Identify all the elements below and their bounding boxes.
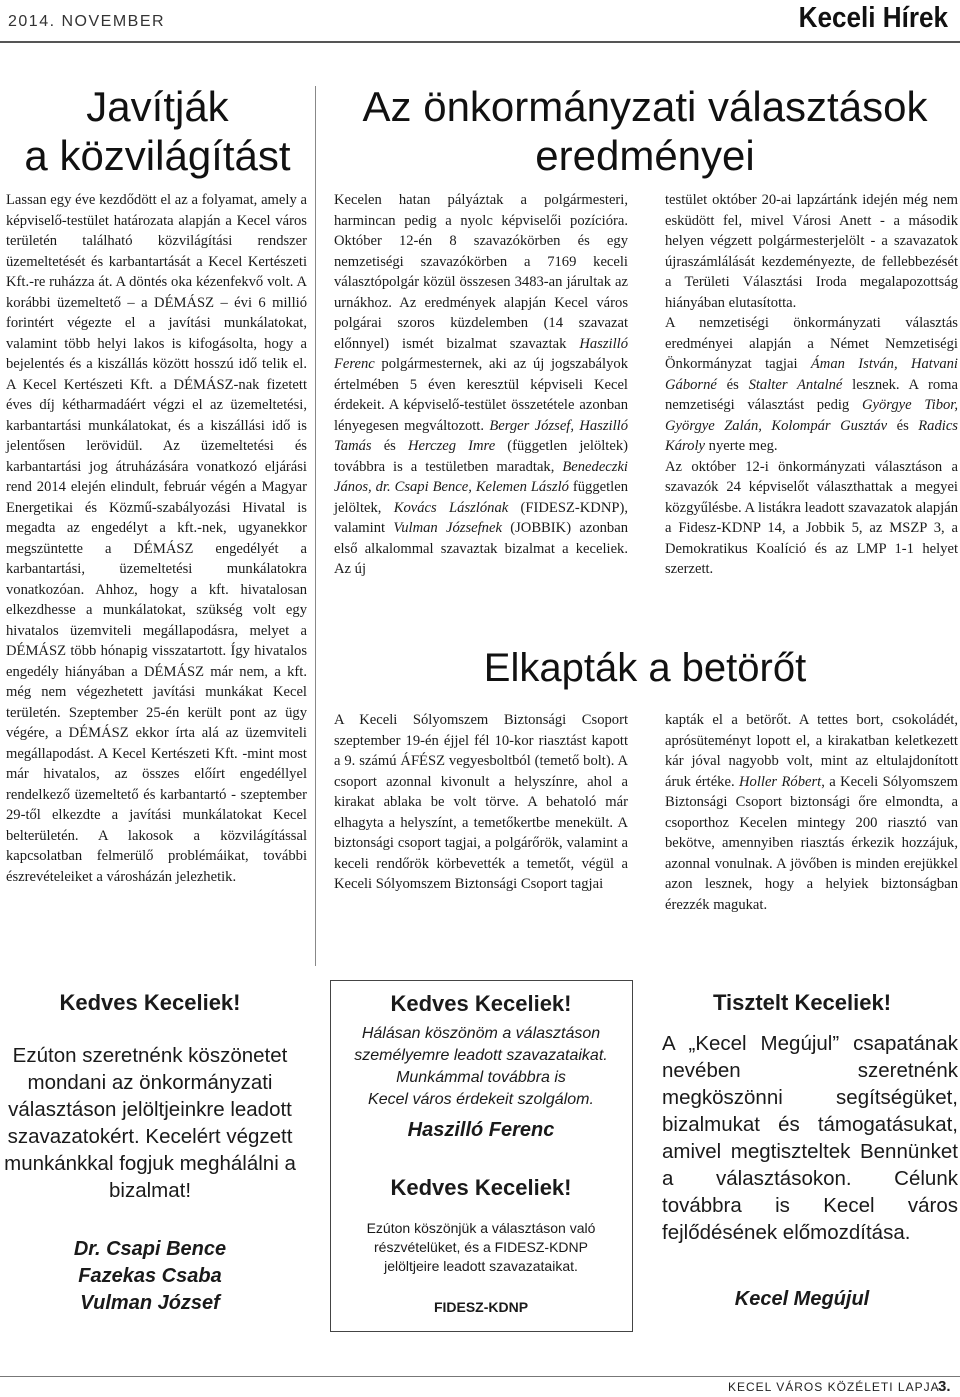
- election-col2-text-run: testület október 20-ai lapzártánk idején még nem esküdött fel, mivel Városi Anett - a második helyen végzett polgármesterjelölt - a szavazatok újraszámlálását kezdeményezte, de fellebbezését a Területi Választási Iroda megalapozottság hiányában elutasította.: [665, 192, 958, 311]
- election-col1-text-run: Kovács Lászlónak: [393, 499, 509, 516]
- ad2-title-2: Kedves Keceliek!: [390, 1175, 572, 1200]
- footer-text: KECEL VÁROS KÖZÉLETI LAPJA: [728, 1380, 940, 1394]
- election-col2-text-run: lesznek. A roma nemzetiségi választást pedig: [665, 376, 958, 413]
- ad3-signature: Kecel Megújul: [734, 1288, 870, 1310]
- election-col2-text-run: Györgye Tibor, Györgye Zalán, Kolompár Gusztáv: [665, 397, 959, 434]
- ad1-signature-line3: Vulman József: [80, 1292, 220, 1314]
- election-col2-text-run: Stalter Antalné: [748, 376, 843, 393]
- election-col2-text-run: és: [887, 417, 919, 434]
- election-col1-text-run: független jelöltek,: [334, 479, 628, 516]
- ad1-text: Ezúton szeretnénk köszönetet mondani az önkormányzati választáson jelöltjeinkre leadott szavazatokért. Kecelért végzett munkánkkal fogjuk meghálálni a bizalmat!: [4, 1044, 296, 1202]
- burglar-col2-text-run: kapták el a betörőt. A tettes bort, csokoládét, aprósüteményt lopott el, a kirakatban keletkezett kár jóval nagyobb volt, mint az eltulajdonított áruk értéke.: [665, 712, 958, 790]
- election-title-line1: Az önkormányzati választások: [362, 83, 928, 130]
- footer-rule: [0, 1376, 960, 1377]
- ad2-signature-2: FIDESZ-KDNP: [433, 1299, 529, 1315]
- article-title-election-results: [330, 82, 960, 180]
- ad1-signature-line2: Fazekas Csaba: [78, 1265, 222, 1287]
- article-title-burglar: Elkapták a betörőt: [483, 646, 807, 690]
- ad-box-thanks-1: [0, 980, 312, 1332]
- ad2-text2-line1: Ezúton köszönjük a választáson való: [366, 1220, 596, 1236]
- election-col2-text-run: Áman István, Hatvani Gáborné: [665, 356, 958, 393]
- election-col1-text-run: Herczeg Imre: [407, 438, 496, 454]
- election-col1-text-run: Benedeczki János, dr. Csapi Bence, Kelemen László: [334, 458, 628, 495]
- election-col2-text-run: és: [716, 376, 749, 393]
- footer-page-number: 3.: [938, 1378, 951, 1395]
- election-col1-text-run: (FIDESZ-KDNP), valamint: [334, 499, 628, 536]
- election-col2-text-run: Az október 12-i önkormányzati választáson a szavazók 24 képviselőt választhattak a megyei közgyűlésbe. A listákra leadott szavazatok alapján a Fidesz-KDNP 14, a Jobbik 5, az MSZP 3, a Demokratikus Koalíció és az LMP 1-1 helyet szerzett.: [665, 458, 958, 577]
- election-col2-text-run: A nemzetiségi önkormányzati választás eredményei alapján a Német Nemzetiségi Önkormányzat tagjai: [665, 315, 958, 372]
- ad3-text: A „Kecel Megújul” csapatának nevében szeretnénk megköszönni segítségüket, bizalmukat és támogatásukat, amivel megtiszteltek Bennünket a választásokon. Célunk továbbra is Kecel város fejlődésének előmozdítása.: [662, 1032, 958, 1244]
- ad-box-thanks-2: [330, 980, 633, 1332]
- election-col1-text-run: (független jelöltek) továbbra is a testületben maradtak,: [334, 438, 628, 475]
- election-column-2: [665, 190, 958, 580]
- header-rule: [0, 41, 960, 43]
- article-title-street-lighting: [0, 82, 315, 180]
- election-col2-text-run: Radics Károly: [665, 417, 958, 454]
- ad-box-thanks-3: [652, 980, 960, 1332]
- election-col1-text-run: Berger József, Haszilló Tamás: [334, 417, 628, 454]
- ad1-title: Kedves Keceliek!: [59, 990, 241, 1015]
- election-col1-text-run: és: [371, 438, 408, 454]
- election-col1-text-run: (JOBBIK) azonban első alkalommal szavaztak bizalmat a keceliek. Az új: [334, 520, 628, 577]
- election-col1-text-run: polgármesternek, aki az új jogszabályok értelmében 5 éven keresztül képviseli Kecel érdekeit. A képviselő-testület összetétele azonban lényegesen megváltozott.: [334, 356, 628, 434]
- burglar-col2-text-run: Holler Róbert: [739, 773, 822, 790]
- ad2-text2-line2: részvételüket, és a FIDESZ-KDNP: [374, 1239, 588, 1255]
- ad1-signature: [0, 1236, 300, 1317]
- ad2-text-line2: személyemre leadott szavazataikat.: [354, 1047, 608, 1064]
- article-title-line1: Javítják: [86, 83, 229, 130]
- ad2-text-line3: Munkámmal továbbra is: [396, 1069, 566, 1086]
- election-col2-text-run: nyerte meg.: [705, 438, 778, 454]
- ad2-text-2: [331, 1219, 631, 1276]
- election-col1-text-run: Haszilló Ferenc: [334, 335, 628, 372]
- burglar-col2-text-run: , a Keceli Sólyomszem Biztonsági Csoport biztonsági őre elmondta, a csoporthoz Kecelen mintegy 200 riasztó van bekötve, amennyiben riasztás érkezik hozzájuk, azonnal vonulnak. A jövőben is minden erejükkel azon lesznek, hogy a helyiek biztonságban érezzék magukat.: [665, 773, 958, 913]
- election-col1-text-run: Vulman Józsefnek: [393, 520, 502, 536]
- ad2-signature: Haszilló Ferenc: [407, 1119, 555, 1141]
- ad3-title: Tisztelt Keceliek!: [712, 990, 892, 1015]
- election-column-1: [334, 190, 628, 580]
- burglar-column-1: [334, 710, 628, 895]
- header-paper-title: Keceli Hírek: [798, 2, 948, 34]
- ad2-title: Kedves Keceliek!: [390, 991, 572, 1016]
- ad2-text-line4: Kecel város érdekeit szolgálom.: [368, 1091, 594, 1108]
- article-title-line2: a közvilágítást: [24, 132, 291, 179]
- burglar-col1-text-run: A Keceli Sólyomszem Biztonsági Csoport szeptember 19-én éjjel fél 10-kor riasztást kapott a 9. számú ÁFÉSZ vegyesboltból (temető bolt). A csoport azonnal kivonult a helyszínre, ahol a kirakat ablaka be volt törve. A behatoló már elhagyta a helyszínt, a temetőkertbe menekült. A biztonsági csoport tagjai, a polgárőrök, valamint a keceli rendőrök körbevették a temetőt, végül a Keceli Sólyomszem Biztonsági Csoport tagjai: [334, 712, 628, 892]
- article-body-street-lighting: Lassan egy éve kezdődött el az a folyamat, amely a képviselő-testület határozata alapján a Kecel város területén található közvilágítási rendszer üzemeltetését és karbantartását a Kecel Kertészeti Kft.-re ruházza át. A döntés oka kézenfekvő volt. A korábbi üzemeltető – a DÉMÁSZ – évi 6 millió forintért végezte el a javítási munkálatokat, valamint több helyi lakos is kifogásolta, hogy a bejelentés és a kiszállás között hosszú idő telik el. A Kecel Kertészeti Kft. a DÉMÁSZ-nak fizetett éves díj kétharmadáért végzi el az üzemeltetési, karbantartási munkálatokat, és a kiszállási idő is jelentősen lerövidül. Az üzemeltetési és karbantartási jog átruházására vonatkozó eljárási rend 2014 elején elindult, február végén a Magyar Energetikai és Közmű-szabályozási Hivatal is megadta az engedélyt a kft.-nek, ugyanekkor megszüntette a DÉMÁSZ engedélyét a karbantartási, üzemeltetési munkálatokra vonatkozóan. Ahhoz, hogy a kft. hivatalosan elkezdhesse a munkálatokat, szükség volt egy hivatalos üzemviteli megállapodásra, melyet a DÉMÁSZ több hónapig visszatartott. Így hivatalos engedély hiányában a DÉMÁSZ már nem, a kft. még nem végezhetett javítási munkákat Kecel területén. Szeptember 25-én került pont az ügy végére, a DÉMÁSZ ekkor írta alá az üzemviteli megállapodást. A Kecel Kertészeti Kft. -mint most már hivatalos, az összes előírt engedéllyel rendelkező üzemeltető és karbantartó - szeptember 29-től elkezdte a javítási munkálatokat Kecel belterületén. A lakosok a közvilágítással kapcsolatban felmerülő problémáikat, további észrevételeiket a városházán jelezhetik.: [6, 192, 307, 885]
- election-col1-text-run: Kecelen hatan pályáztak a polgármesteri, harmincan pedig a nyolc képviselői pozícióra. Október 12-én 8 szavazókörben és egy nemzetiségi szavazókörben a 7169 keceli választópolgár közül összesen 3483-an járultak az urnákhoz. Az eredmények alapján Kecel város polgárai szoros küzdelemben (14 szavazat előnnyel) ismét bizalmat szavaztak: [334, 192, 628, 352]
- header-date: 2014. NOVEMBER: [8, 13, 166, 30]
- ad2-text: [331, 1023, 631, 1111]
- ad2-text2-line3: jelöltjeire leadott szavazataikat.: [384, 1258, 578, 1274]
- ad2-text-line1: Hálásan köszönöm a választáson: [361, 1025, 601, 1042]
- election-title-line2: eredményei: [535, 132, 755, 179]
- ad1-signature-line1: Dr. Csapi Bence: [73, 1238, 227, 1260]
- burglar-column-2: [665, 710, 958, 915]
- column-divider-left: [315, 86, 316, 966]
